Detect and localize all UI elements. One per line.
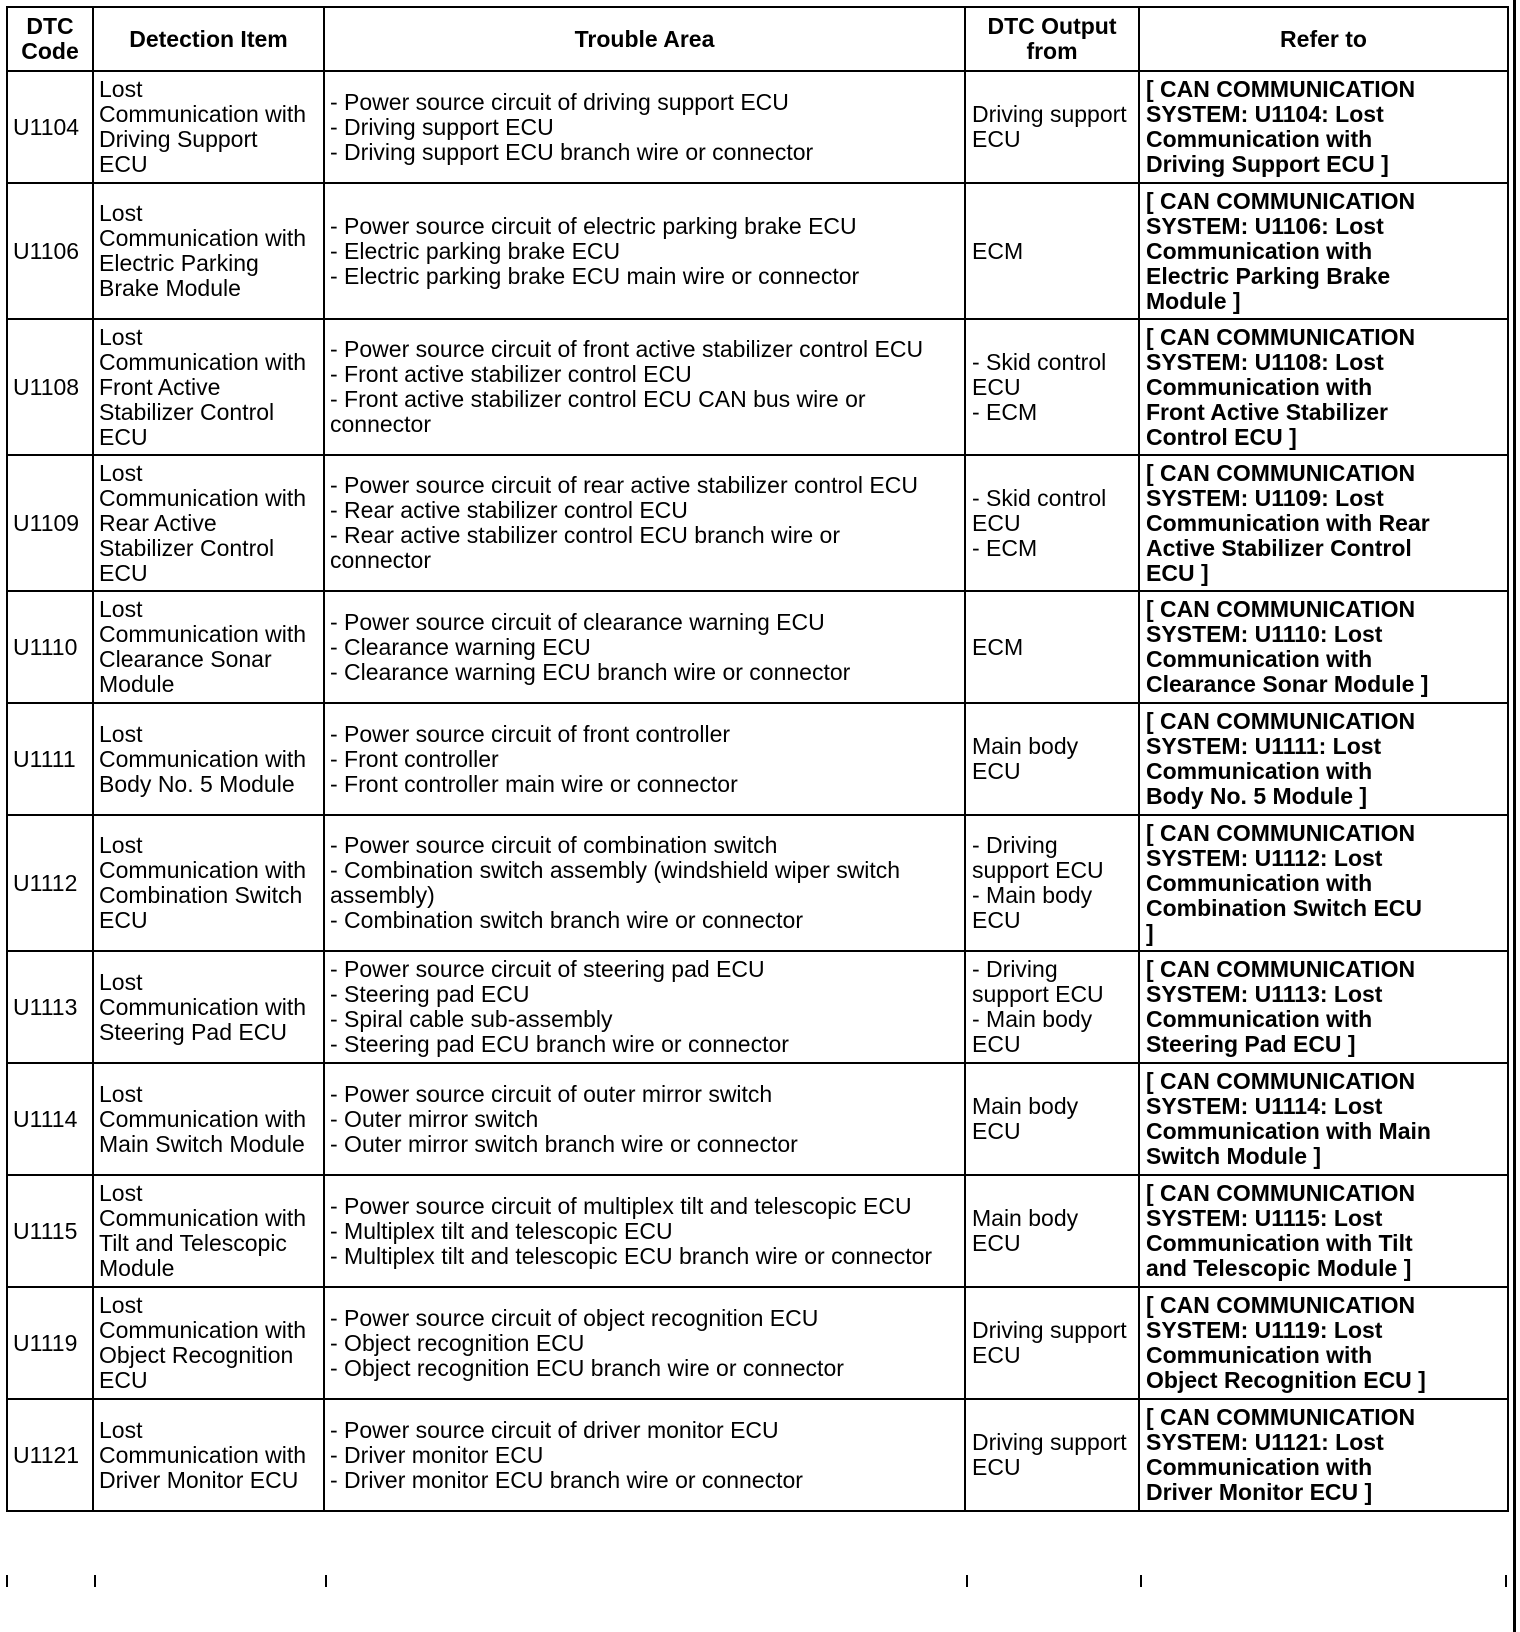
trouble-area-cell-line: - Rear active stabilizer control ECU branch wire or (330, 522, 841, 548)
dtc-code-cell: U1111 (7, 703, 93, 815)
refer-to-cell-line: ] (1146, 919, 1154, 946)
table-row (7, 815, 1508, 951)
dtc-output-cell-line: - Main body (972, 882, 1093, 908)
trouble-area-cell-line: - Front active stabilizer control ECU CAN bus wire or (330, 386, 866, 412)
dtc-output-cell-line: ECU (972, 907, 1021, 933)
detection-item-cell-line: ECU (99, 559, 148, 586)
table-row (7, 71, 1508, 183)
trouble-area-cell-line: - Steering pad ECU (330, 981, 530, 1007)
trouble-area-cell (324, 951, 965, 1063)
refer-to-cell-line: SYSTEM: U1111: Lost (1146, 733, 1382, 759)
dtc-output-cell (965, 1175, 1139, 1287)
dtc-output-cell (965, 455, 1139, 591)
dtc-output-cell-line: support ECU (972, 857, 1104, 883)
trouble-area-cell (324, 71, 965, 183)
trouble-area-cell (324, 703, 965, 815)
detection-item-cell-line: Tilt and Telescopic (99, 1230, 287, 1256)
refer-to-cell (1139, 1063, 1508, 1175)
dtc-output-cell-line: Driving support (972, 1429, 1127, 1455)
dtc-output-cell-line: - Driving (972, 832, 1058, 858)
detection-item-cell-line: Module (99, 1255, 175, 1281)
detection-item-cell (93, 71, 324, 183)
dtc-output-cell-line: ECM (972, 633, 1024, 660)
detection-item-cell-line: Module (99, 671, 175, 697)
trouble-area-cell-line: - Outer mirror switch (330, 1105, 539, 1132)
refer-to-cell (1139, 183, 1508, 319)
detection-item-cell-line: Electric Parking (99, 250, 259, 276)
trouble-area-cell-line: - Object recognition ECU (330, 1329, 585, 1356)
dtc-output-cell-line: ECU (972, 1118, 1021, 1144)
trouble-area-cell-line: - Front controller (330, 745, 499, 772)
detection-item-cell-line: Lost (99, 832, 143, 858)
trouble-area-cell-line: - Rear active stabilizer control ECU (330, 497, 688, 523)
table-row (7, 1063, 1508, 1175)
refer-to-cell-line: SYSTEM: U1112: Lost (1146, 844, 1383, 871)
refer-to-cell-line: Communication with (1146, 373, 1373, 400)
trouble-area-cell-line: - Clearance warning ECU (330, 633, 591, 660)
detection-item-cell-line: Lost (99, 76, 143, 102)
trouble-area-cell-line: - Front controller main wire or connector (330, 770, 738, 797)
detection-item-cell (93, 951, 324, 1063)
trouble-area-cell-line: - Steering pad ECU branch wire or connector (330, 1031, 789, 1057)
detection-item-cell-line: Communication with (99, 348, 307, 375)
dtc-code-cell: U1108 (7, 319, 93, 455)
trouble-area-cell (324, 1399, 965, 1511)
refer-to-cell (1139, 455, 1508, 591)
refer-to-cell-line: Front Active Stabilizer (1146, 398, 1388, 425)
dtc-output-cell-line: - ECM (972, 534, 1038, 561)
detection-item-cell (93, 319, 324, 455)
trouble-area-cell (324, 815, 965, 951)
refer-to-cell-line: Communication with (1146, 646, 1373, 672)
dtc-code-cell: U1112 (7, 815, 93, 951)
dtc-output-cell-line: ECU (972, 1031, 1021, 1057)
detection-item-cell-line: Object Recognition (99, 1342, 294, 1368)
refer-to-cell-line: SYSTEM: U1113: Lost (1146, 981, 1383, 1007)
detection-item-cell (93, 703, 324, 815)
refer-to-cell-line: Communication with (1146, 237, 1373, 264)
trouble-area-cell-line: - Combination switch assembly (windshield wiper switch (330, 857, 901, 883)
detection-item-cell (93, 815, 324, 951)
table-row (7, 455, 1508, 591)
detection-item-cell-line: Driving Support (99, 126, 258, 152)
trouble-area-cell-line: - Object recognition ECU branch wire or connector (330, 1354, 844, 1381)
dtc-output-cell (965, 319, 1139, 455)
refer-to-cell-line: Object Recognition ECU ] (1146, 1367, 1426, 1393)
detection-item-cell-line: Lost (99, 1416, 143, 1443)
refer-to-cell (1139, 319, 1508, 455)
refer-to-cell-line: [ CAN COMMUNICATION (1146, 956, 1416, 982)
trouble-area-cell-line: - Spiral cable sub-assembly (330, 1006, 613, 1032)
trouble-area-cell (324, 1063, 965, 1175)
trouble-area-cell-line: - Outer mirror switch branch wire or connector (330, 1130, 798, 1157)
detection-item-cell-line: Lost (99, 720, 143, 747)
refer-to-cell (1139, 1399, 1508, 1511)
trouble-area-cell-line: assembly) (330, 882, 435, 908)
dtc-output-cell-line: ECU (972, 1342, 1021, 1368)
detection-item-cell-line: Lost (99, 459, 143, 486)
dtc-code-cell: U1115 (7, 1175, 93, 1287)
refer-to-cell-line: SYSTEM: U1115: Lost (1146, 1205, 1383, 1231)
table-body (7, 71, 1508, 1511)
table-row (7, 703, 1508, 815)
table-row (7, 951, 1508, 1063)
header-trouble-area: Trouble Area (324, 7, 965, 71)
refer-to-cell-line: SYSTEM: U1109: Lost (1146, 484, 1384, 511)
dtc-code-cell: U1104 (7, 71, 93, 183)
detection-item-cell-line: Rear Active (99, 509, 217, 536)
dtc-output-cell (965, 1287, 1139, 1399)
refer-to-cell-line: [ CAN COMMUNICATION (1146, 459, 1416, 486)
detection-item-cell-line: Lost (99, 1292, 143, 1318)
table-bottom-continuation (6, 1575, 1507, 1587)
dtc-output-cell-line: ECU (972, 373, 1021, 400)
dtc-output-cell-line: Main body (972, 1205, 1079, 1231)
detection-item-cell (93, 1399, 324, 1511)
trouble-area-cell-line: - Multiplex tilt and telescopic ECU (330, 1217, 673, 1244)
refer-to-cell-line: Electric Parking Brake (1146, 262, 1391, 289)
trouble-area-cell-line: - Combination switch branch wire or connector (330, 907, 803, 933)
detection-item-cell-line: Clearance Sonar (99, 646, 272, 672)
refer-to-cell-line: [ CAN COMMUNICATION (1146, 1404, 1416, 1430)
detection-item-cell (93, 1287, 324, 1399)
dtc-output-cell-line: - Skid control (972, 484, 1107, 511)
detection-item-cell (93, 1175, 324, 1287)
refer-to-cell-line: [ CAN COMMUNICATION (1146, 1068, 1416, 1094)
refer-to-cell-line: and Telescopic Module ] (1146, 1255, 1412, 1281)
detection-item-cell-line: ECU (99, 907, 148, 933)
detection-item-cell-line: Communication with (99, 101, 307, 127)
trouble-area-cell (324, 1287, 965, 1399)
detection-item-cell-line: Lost (99, 596, 143, 622)
detection-item-cell-line: Lost (99, 968, 143, 995)
detection-item-cell-line: Communication with (99, 1105, 307, 1132)
refer-to-cell (1139, 591, 1508, 703)
refer-to-cell (1139, 1287, 1508, 1399)
refer-to-cell-line: Clearance Sonar Module ] (1146, 671, 1429, 697)
dtc-output-cell-line: Main body (972, 733, 1079, 759)
table-row (7, 1399, 1508, 1511)
refer-to-cell-line: Driver Monitor ECU ] (1146, 1479, 1373, 1505)
detection-item-cell-line: Lost (99, 1080, 143, 1107)
dtc-output-cell (965, 815, 1139, 951)
trouble-area-cell-line: - Driver monitor ECU branch wire or connector (330, 1466, 803, 1493)
detection-item-cell-line: Communication with (99, 621, 307, 647)
dtc-output-cell-line: Driving support (972, 101, 1127, 127)
refer-to-cell-line: Communication with (1146, 1454, 1373, 1480)
refer-to-cell (1139, 1175, 1508, 1287)
table-row (7, 319, 1508, 455)
page-right-border (1513, 0, 1516, 1632)
trouble-area-cell-line: - Power source circuit of multiplex tilt and telescopic ECU (330, 1192, 912, 1219)
detection-item-cell-line: Front Active (99, 373, 221, 400)
dtc-code-cell: U1121 (7, 1399, 93, 1511)
trouble-area-cell-line: connector (330, 547, 432, 573)
refer-to-cell-line: [ CAN COMMUNICATION (1146, 187, 1416, 214)
refer-to-cell-line: [ CAN COMMUNICATION (1146, 819, 1416, 846)
refer-to-cell-line: Combination Switch ECU (1146, 894, 1422, 921)
trouble-area-cell-line: - Power source circuit of steering pad ECU (330, 956, 765, 982)
trouble-area-cell-line: - Electric parking brake ECU main wire or connector (330, 262, 860, 289)
refer-to-cell (1139, 815, 1508, 951)
detection-item-cell-line: Communication with (99, 1317, 307, 1343)
refer-to-cell (1139, 951, 1508, 1063)
dtc-output-cell-line: - Driving (972, 956, 1058, 982)
dtc-output-cell (965, 183, 1139, 319)
dtc-output-cell-line: ECU (972, 758, 1021, 784)
dtc-output-cell-line: support ECU (972, 981, 1104, 1007)
detection-item-cell-line: Communication with (99, 993, 307, 1020)
trouble-area-cell-line: - Power source circuit of electric parking brake ECU (330, 212, 857, 239)
dtc-code-cell: U1109 (7, 455, 93, 591)
refer-to-cell-line: SYSTEM: U1119: Lost (1146, 1317, 1383, 1343)
detection-item-cell-line: Body No. 5 Module (99, 770, 295, 797)
trouble-area-cell-line: - Power source circuit of front controller (330, 720, 731, 747)
detection-item-cell (93, 183, 324, 319)
detection-item-cell-line: Communication with (99, 857, 307, 883)
refer-to-cell-line: Module ] (1146, 287, 1241, 314)
refer-to-cell-line: [ CAN COMMUNICATION (1146, 323, 1416, 350)
dtc-output-cell (965, 591, 1139, 703)
dtc-output-cell-line: ECM (972, 237, 1024, 264)
dtc-table (6, 6, 1509, 1512)
detection-item-cell-line: ECU (99, 1367, 148, 1393)
detection-item-cell-line: Stabilizer Control (99, 398, 275, 425)
trouble-area-cell (324, 319, 965, 455)
trouble-area-cell-line: - Driving support ECU branch wire or connector (330, 138, 814, 165)
refer-to-cell-line: Active Stabilizer Control (1146, 534, 1412, 561)
trouble-area-cell-line: - Clearance warning ECU branch wire or connector (330, 658, 851, 685)
refer-to-cell (1139, 71, 1508, 183)
detection-item-cell-line: Main Switch Module (99, 1130, 305, 1157)
trouble-area-cell-line: - Power source circuit of driving support ECU (330, 88, 789, 115)
detection-item-cell-line: Lost (99, 1180, 143, 1206)
detection-item-cell (93, 591, 324, 703)
dtc-output-cell-line: ECU (972, 1454, 1021, 1480)
detection-item-cell-line: Driver Monitor ECU (99, 1466, 299, 1493)
refer-to-cell-line: SYSTEM: U1121: Lost (1146, 1429, 1384, 1455)
refer-to-cell-line: SYSTEM: U1106: Lost (1146, 212, 1384, 239)
refer-to-cell-line: Communication with Rear (1146, 509, 1430, 536)
refer-to-cell-line: SYSTEM: U1108: Lost (1146, 348, 1384, 375)
trouble-area-cell (324, 455, 965, 591)
refer-to-cell-line: Communication with Tilt (1146, 1230, 1413, 1256)
dtc-output-cell (965, 703, 1139, 815)
refer-to-cell-line: Driving Support ECU ] (1146, 151, 1389, 177)
trouble-area-cell-line: - Power source circuit of front active stabilizer control ECU (330, 336, 924, 362)
refer-to-cell-line: Communication with (1146, 758, 1373, 784)
table-row (7, 591, 1508, 703)
dtc-output-cell-line: Driving support (972, 1317, 1127, 1343)
detection-item-cell (93, 1063, 324, 1175)
refer-to-cell-line: Switch Module ] (1146, 1143, 1322, 1169)
trouble-area-cell (324, 1175, 965, 1287)
refer-to-cell-line: Body No. 5 Module ] (1146, 783, 1368, 809)
trouble-area-cell-line: connector (330, 411, 432, 437)
detection-item-cell-line: Lost (99, 200, 143, 226)
refer-to-cell-line: SYSTEM: U1110: Lost (1146, 621, 1383, 647)
header-dtc-output-from: DTC Output from (965, 7, 1139, 71)
header-detection-item: Detection Item (93, 7, 324, 71)
refer-to-cell-line: Communication with (1146, 869, 1373, 896)
trouble-area-cell (324, 183, 965, 319)
detection-item-cell-line: Communication with (99, 225, 307, 251)
detection-item-cell-line: Communication with (99, 1441, 307, 1468)
trouble-area-cell-line: - Power source circuit of combination switch (330, 832, 778, 858)
detection-item-cell-line: Lost (99, 323, 143, 350)
refer-to-cell-line: [ CAN COMMUNICATION (1146, 76, 1416, 102)
dtc-output-cell-line: ECU (972, 1230, 1021, 1256)
detection-item-cell-line: Communication with (99, 745, 307, 772)
dtc-code-cell: U1119 (7, 1287, 93, 1399)
detection-item-cell-line: ECU (99, 423, 148, 450)
refer-to-cell-line: SYSTEM: U1114: Lost (1146, 1093, 1383, 1119)
refer-to-cell-line: [ CAN COMMUNICATION (1146, 1292, 1416, 1318)
refer-to-cell-line: [ CAN COMMUNICATION (1146, 596, 1416, 622)
header-dtc-code: DTC Code (7, 7, 93, 71)
dtc-output-cell-line: ECU (972, 509, 1021, 536)
trouble-area-cell-line: - Electric parking brake ECU (330, 237, 621, 264)
header-refer-to: Refer to (1139, 7, 1508, 71)
trouble-area-cell-line: - Power source circuit of outer mirror switch (330, 1080, 773, 1107)
dtc-code-cell: U1106 (7, 183, 93, 319)
refer-to-cell-line: ECU ] (1146, 559, 1209, 586)
refer-to-cell-line: [ CAN COMMUNICATION (1146, 1180, 1416, 1206)
dtc-code-cell: U1113 (7, 951, 93, 1063)
refer-to-cell-line: Steering Pad ECU ] (1146, 1031, 1356, 1057)
detection-item-cell-line: Stabilizer Control (99, 534, 275, 561)
trouble-area-cell-line: - Power source circuit of driver monitor ECU (330, 1416, 779, 1443)
dtc-output-cell (965, 1399, 1139, 1511)
refer-to-cell-line: SYSTEM: U1104: Lost (1146, 101, 1384, 127)
table-row (7, 183, 1508, 319)
detection-item-cell (93, 455, 324, 591)
table-header-row (7, 7, 1508, 71)
detection-item-cell-line: ECU (99, 151, 148, 177)
refer-to-cell-line: Communication with (1146, 126, 1373, 152)
trouble-area-cell-line: - Power source circuit of rear active stabilizer control ECU (330, 472, 918, 498)
refer-to-cell-line: [ CAN COMMUNICATION (1146, 708, 1416, 734)
detection-item-cell-line: Communication with (99, 484, 307, 511)
trouble-area-cell-line: - Driving support ECU (330, 113, 554, 140)
dtc-output-cell-line: Main body (972, 1093, 1079, 1119)
refer-to-cell-line: Communication with Main (1146, 1118, 1431, 1144)
refer-to-cell-line: Communication with (1146, 1342, 1373, 1368)
trouble-area-cell-line: - Front active stabilizer control ECU (330, 361, 692, 387)
dtc-output-cell-line: - ECM (972, 398, 1038, 425)
refer-to-cell (1139, 703, 1508, 815)
refer-to-cell-line: Control ECU ] (1146, 423, 1297, 450)
dtc-output-cell (965, 951, 1139, 1063)
dtc-output-cell-line: ECU (972, 126, 1021, 152)
dtc-output-cell-line: - Skid control (972, 348, 1107, 375)
refer-to-cell-line: Communication with (1146, 1006, 1373, 1032)
detection-item-cell-line: Steering Pad ECU (99, 1018, 287, 1045)
table-row (7, 1175, 1508, 1287)
trouble-area-cell-line: - Driver monitor ECU (330, 1441, 544, 1468)
detection-item-cell-line: Communication with (99, 1205, 307, 1231)
dtc-code-cell: U1114 (7, 1063, 93, 1175)
trouble-area-cell-line: - Power source circuit of object recognition ECU (330, 1304, 819, 1331)
dtc-output-cell-line: - Main body (972, 1006, 1093, 1032)
trouble-area-cell-line: - Multiplex tilt and telescopic ECU branch wire or connector (330, 1242, 933, 1269)
trouble-area-cell-line: - Power source circuit of clearance warning ECU (330, 608, 825, 635)
dtc-output-cell (965, 71, 1139, 183)
trouble-area-cell (324, 591, 965, 703)
detection-item-cell-line: Combination Switch (99, 882, 303, 908)
dtc-output-cell (965, 1063, 1139, 1175)
dtc-code-cell: U1110 (7, 591, 93, 703)
table-row (7, 1287, 1508, 1399)
detection-item-cell-line: Brake Module (99, 275, 241, 301)
